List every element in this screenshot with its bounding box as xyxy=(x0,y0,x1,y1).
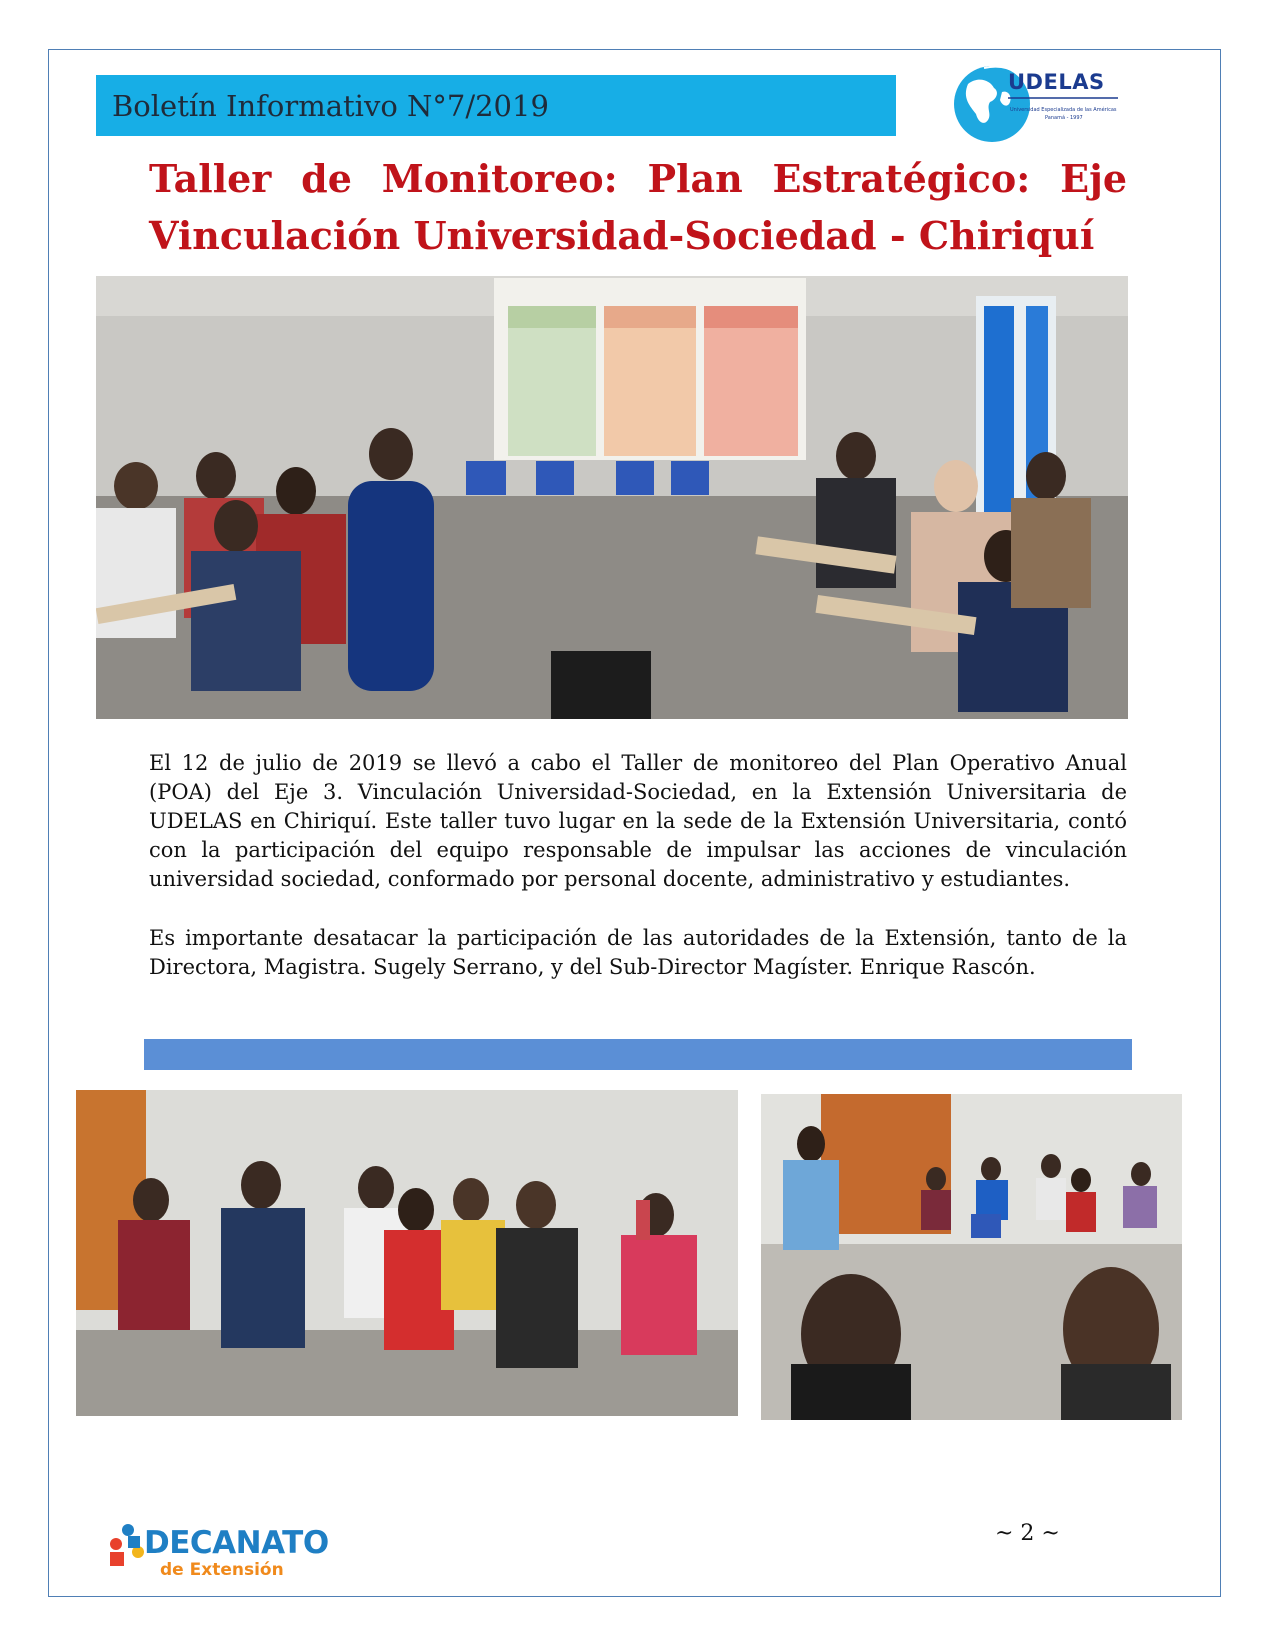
logo-subtitle: Universidad Especializada de las Américas xyxy=(1010,107,1117,113)
section-divider-bar xyxy=(144,1039,1132,1070)
bulletin-label: Boletín Informativo N°7/2019 xyxy=(112,88,549,123)
title-word: Taller xyxy=(149,156,272,201)
people-icon xyxy=(108,1522,148,1570)
article-paragraph-2: Es importante desatacar la participación de las autoridades de la Extensión, tanto de la Directora, Magistra. Sugely Serrano, y del Sub-Director Magíster. Enrique Rascón. xyxy=(149,926,1127,979)
bulletin-banner xyxy=(96,75,896,136)
decanato-logo xyxy=(108,1518,329,1580)
logo-name: UDELAS xyxy=(1008,70,1105,94)
title-word: Plan xyxy=(647,156,743,201)
classroom-photo xyxy=(761,1094,1182,1420)
title-word: de xyxy=(301,156,352,201)
title-word: Eje xyxy=(1060,156,1127,201)
title-word: Estratégico: xyxy=(772,156,1031,201)
article-paragraph-1: El 12 de julio de 2019 se llevó a cabo el Taller de monitoreo del Plan Operativo Anual (POA) del Eje 3. Vinculación Universidad-Sociedad, en la Extensión Universitaria de UDELAS en Chiriquí. Este taller tuvo lugar en la sede de la Extensión Universitaria, contó con la participación del equipo responsable de impulsar las acciones de vinculación universidad sociedad, conformado por personal docente, administrativo y estudiantes. xyxy=(149,751,1127,891)
title-line-1 xyxy=(149,150,1127,207)
title-line-2: Vinculación Universidad-Sociedad - Chiriquí xyxy=(149,213,1095,258)
decanato-logo-line1: DECANATO xyxy=(144,1525,329,1561)
workshop-main-photo xyxy=(96,276,1128,719)
participants-photo xyxy=(76,1090,738,1416)
logo-tagline: Panamá - 1997 xyxy=(1045,115,1083,121)
title-word: Monitoreo: xyxy=(381,156,618,201)
udelas-logo xyxy=(950,62,1120,146)
article-title xyxy=(149,150,1127,264)
decanato-logo-line2: de Extensión xyxy=(160,1560,284,1580)
page-number: ~ 2 ~ xyxy=(995,1521,1060,1546)
